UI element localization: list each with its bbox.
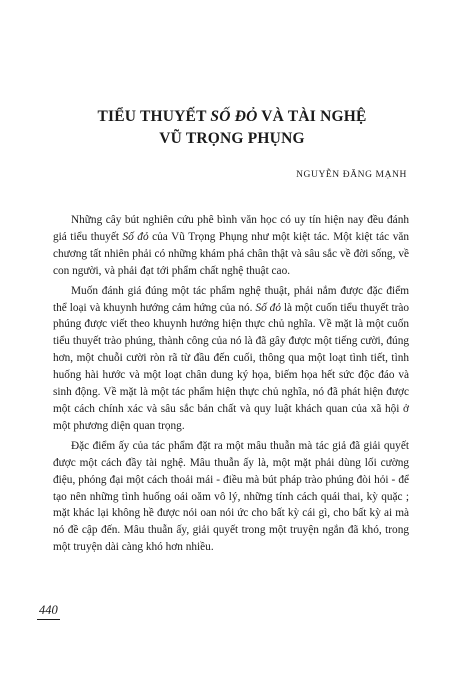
paragraph xyxy=(53,283,409,435)
chapter-title xyxy=(40,106,424,150)
title-text-part1: TIỂU THUYẾT xyxy=(97,108,211,125)
book-title-italic: Số đỏ xyxy=(122,230,149,243)
paragraph xyxy=(53,212,409,280)
paragraph xyxy=(53,438,409,556)
page-number: 440 xyxy=(37,603,60,620)
paragraph-text: của Vũ Trọng Phụng như một kiệt tác. Một kiệt tác văn chương tất nhiên phải có những khám phá chân thật và sâu sắc về đời sống, về con người, và phải đạt tới phẩm chất nghệ thuật cao. xyxy=(53,230,410,277)
paragraph-text: Muốn đánh giá đúng một tác phẩm nghệ thuật, phải nắm được đặc điểm thể loại và khuynh hướng cảm hứng của nó. xyxy=(53,284,409,314)
title-line-1 xyxy=(40,106,424,128)
body-text xyxy=(53,212,409,559)
title-book-name: SỐ ĐỎ xyxy=(210,108,258,125)
title-line-2: VŨ TRỌNG PHỤNG xyxy=(159,130,305,147)
paragraph-text: là một cuốn tiểu thuyết trào phúng được viết theo khuynh hướng hiện thực chủ nghĩa. Về mặt là một cuốn tiểu thuyết trào phúng, thành công của nó là đã gây được một tiếng cười, đúng hơn, một chuỗi cười ròn rã từ đầu đến cuối, thông qua một loạt tình tiết, tình huống hài hước và một loạt chân dung ký họa, biếm họa hết sức độc đáo và sinh động. Về mặt là một tác phẩm hiện thực chủ nghĩa, nó đã phát hiện được một cách chính xác và sâu sắc bản chất và quy luật khách quan của xã hội ở một phương diện quan trọng. xyxy=(53,301,410,432)
paragraph-text: Đặc điểm ấy của tác phẩm đặt ra một mâu thuẫn mà tác giả đã giải quyết được một cách đầy tài nghệ. Mâu thuẫn ấy là, một mặt phải dùng lối cường điệu, phóng đại một cách thoải mái - điều mà bút pháp trào phúng đòi hỏi - để tạo nên những tình huống oái oăm vô lý, những tính cách quái thai, kỳ quặc ; mặt khác lại không hề được nói oan nói ức cho bất kỳ cái gì, cho bất kỳ ai mà nó đề cập đến. Mâu thuẫn ấy, giải quyết trong một truyện ngắn đã khó, trong một truyện dài càng khó hơn nhiều. xyxy=(53,439,409,554)
author-name: NGUYỄN ĐĂNG MẠNH xyxy=(296,170,407,180)
paragraph-text: Những cây bút nghiên cứu phê bình văn học có uy tín hiện nay đều đánh giá tiểu thuyết xyxy=(53,214,409,243)
book-title-italic: Số đỏ xyxy=(255,301,281,314)
title-text-part2: VÀ TÀI NGHỆ xyxy=(257,108,367,125)
